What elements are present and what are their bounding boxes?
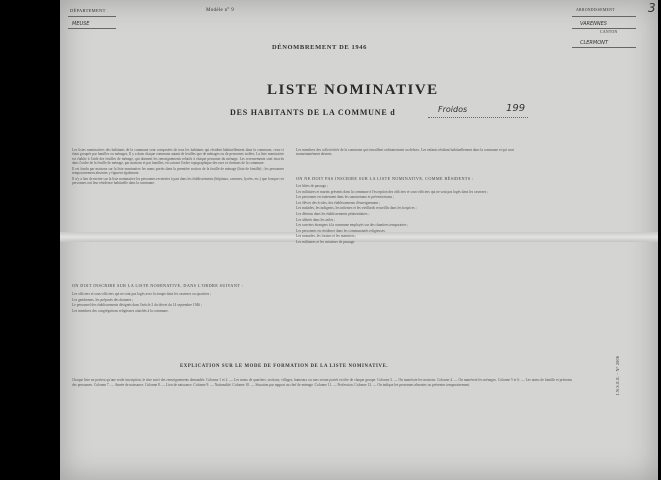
right-item: Les militaires et marins présents dans la commune à l'exception des officiers et sous-officiers qui ne sont pas logés dans les casernes ; <box>296 189 489 194</box>
commune-subtitle: DES HABITANTS DE LA COMMUNE d <box>230 108 396 117</box>
canton-value: VARENNES <box>580 21 607 27</box>
denombrement-title: DÉNOMBREMENT DE 1946 <box>272 44 367 51</box>
right-item: Les nomades, les forains et les mariniers ; <box>296 234 357 239</box>
right-intro: Les membres des collectivités de la commune qui travaillent ordinairement au dehors. Les enfants résidant habituellement dans la commune et qui sont momentanément absents. <box>296 148 514 157</box>
right-item: Les élèves des écoles, des établissements d'enseignement ; <box>296 200 381 205</box>
side-label: I.N.S.E.E. - N° 2006 <box>615 355 620 395</box>
right-item: Les détenus dans les établissements pénitentiaires ; <box>296 211 370 216</box>
left-item: Les officiers et sous-officiers qui ne sont pas logés avec la troupe dans les casernes ou quartiers ; <box>72 292 212 296</box>
left-items <box>72 292 284 348</box>
right-heading: ON NE DOIT PAS INSCRIRE SUR LA LISTE NOMINATIVE, COMME RÉSIDENTS : <box>296 176 474 181</box>
right-item: Les aliénés dans les asiles ; <box>296 217 336 222</box>
right-item: Les hôtes de passage ; <box>296 184 328 188</box>
left-item: Le personnel des établissements désignés dans l'article 2 du décret du 14 septembre 1946 ; <box>72 303 202 308</box>
right-item: Les militaires et les aviateurs de passage. <box>296 239 356 244</box>
left-block-1: Les listes nominatives des habitants de la commune sont composées de tous les habitants qui résident habituellement dans la commune, ceux-ci étant groupés par familles ou ménages. Il y a dans chaque commune autant de feuilles que de ménages ou de personnes isolées. La liste nominative est établie à l'aide des feuilles de ménage, qui donnent les renseignements relatifs à chaque personne du ménage. Les recensements sont inscrits dans l'ordre de la feuille de ménage, par maisons et par familles, en suivant l'ordre topographique des rues et chemins de la commune. <box>72 148 284 166</box>
left-column-top <box>72 148 284 236</box>
right-item: Les personnes en traitement dans les sanatoriums et préventoriums ; <box>296 195 394 200</box>
commune-handwritten: Froidos <box>438 105 468 114</box>
explanation-heading: EXPLICATION SUR LE MODE DE FORMATION DE LA LISTE NOMINATIVE. <box>180 364 389 369</box>
left-heading: ON DOIT INSCRIRE SUR LA LISTE NOMINATIVE, DANS L'ORDRE SUIVANT : <box>72 283 244 288</box>
left-block-2: Il est fondu par maisons sur la liste nominative les noms portés dans la première section de la feuille de ménage (liste de famille) ; les personnes temporairement absentes y figurent également. <box>72 166 284 176</box>
right-item: Les malades, les indigents, les infirmes et les vieillards recueillis dans les hospices ; <box>296 206 417 211</box>
modele-label: Modèle n° 9 <box>206 8 235 13</box>
departement-value: MEUSE <box>72 21 90 27</box>
left-item: Les membres des congrégations religieuses attachés à la commune. <box>72 308 169 313</box>
explanation-text: Chaque liste ne portera qu'une seule inscription, le titre suivi des renseignements demandés. Colonne 1 et 2. — Les noms de quartiers, sections, villages, hameaux ou rues seront portés en tête de chaque groupe. Colonne 3. — On numérote les maisons. Colonne 4. — On numérote les ménages. Colonne 5 et 6. — Les noms de famille et prénoms des personnes. Colonne 7. — Année de naissance. Colonne 8. — Lieu de naissance. Colonne 9. — Nationalité. Colonne 10. — Situation par rapport au chef de ménage. Colonne 11. — Profession. Colonne 12. — On indique les personnes absentes ou présentes temporairement. <box>72 378 572 387</box>
document-page <box>60 0 658 480</box>
page-number: 3 <box>648 1 656 15</box>
departement-label: DÉPARTEMENT <box>70 8 106 13</box>
left-item: Les gendarmes, les préposés des douanes ; <box>72 297 134 302</box>
right-item: Les personnes en résidence dans les communautés religieuses. <box>296 228 386 233</box>
page-title: LISTE NOMINATIVE <box>267 82 439 98</box>
canton-label: CANTON <box>600 30 618 34</box>
right-item: Les ouvriers étrangers à la commune employés sur des chantiers temporaires ; <box>296 223 409 228</box>
arrondissement-label: ARRONDISSEMENT <box>576 8 615 12</box>
count-handwritten: 199 <box>506 103 526 114</box>
right-items <box>296 184 514 342</box>
commune-value: CLERMONT <box>580 40 608 46</box>
left-block-3: Il n'y a lieu de mettre sur la liste nominative les personnes recensées à part dans les établissements (hôpitaux, casernes, lycées, etc.) que lorsque ces personnes ont leur résidence habituelle dans la commune. <box>72 176 284 186</box>
